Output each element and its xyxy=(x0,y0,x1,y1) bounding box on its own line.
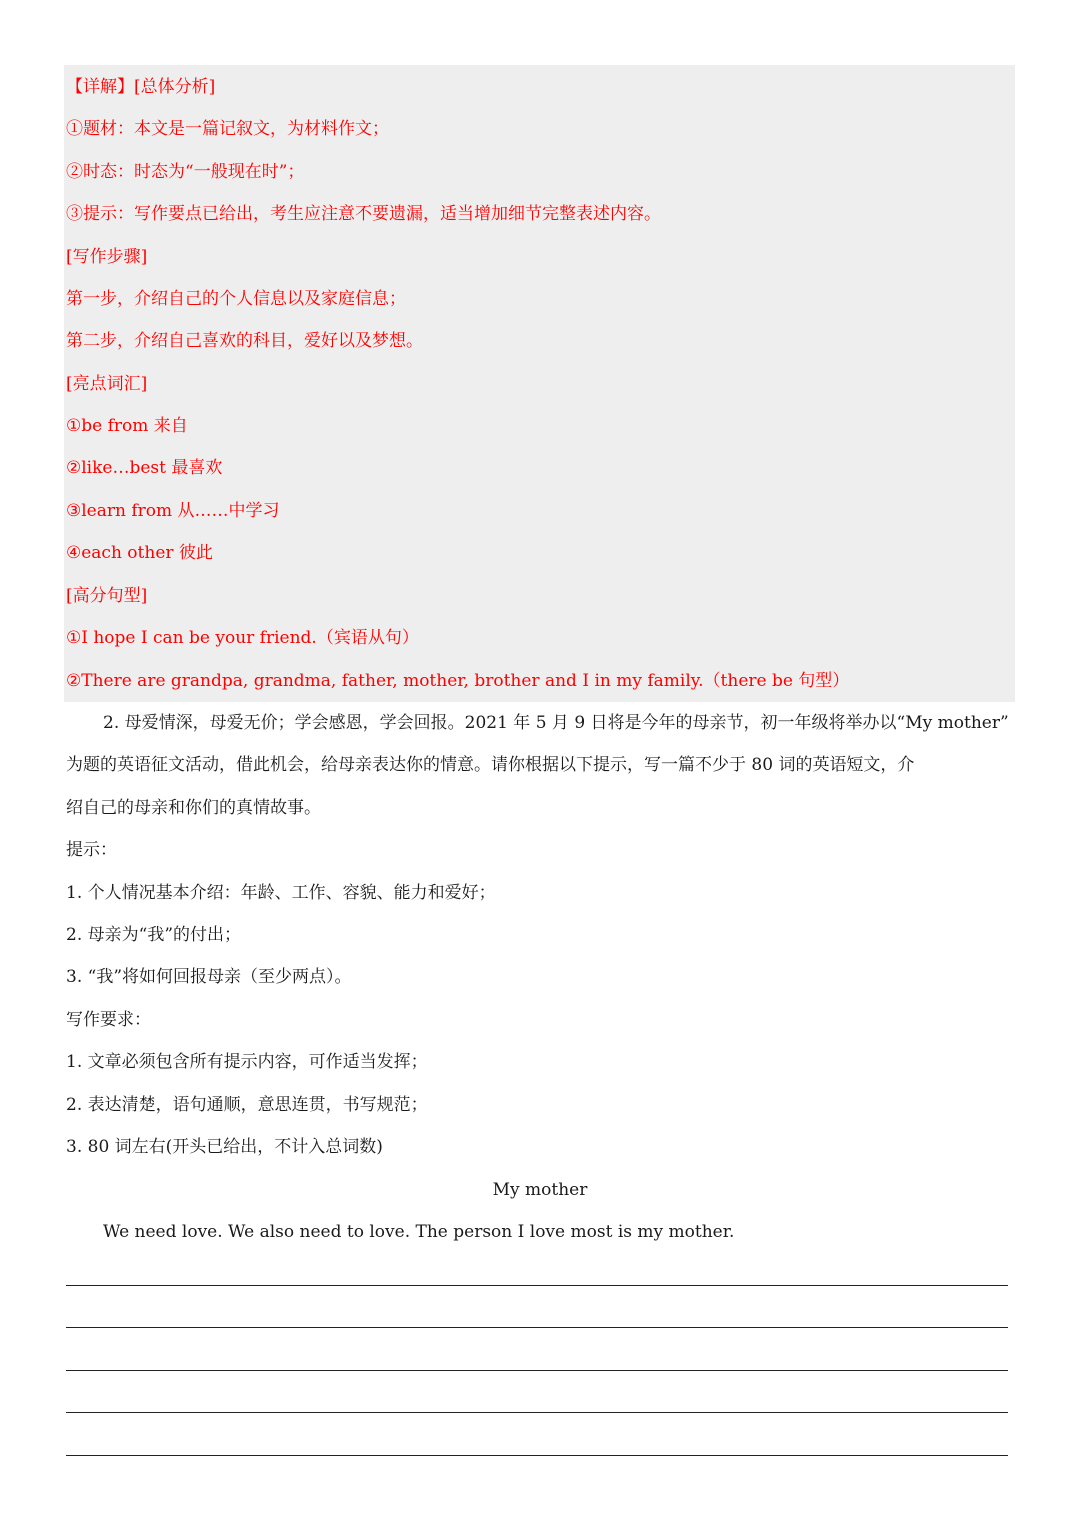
writing-step-1: 第一步，介绍自己的个人信息以及家庭信息； xyxy=(66,289,406,309)
vocabulary-item: ④each other 彼此 xyxy=(66,543,213,563)
analysis-heading: 【详解】[总体分析] xyxy=(66,77,216,97)
writing-step-2: 第二步，介绍自己喜欢的科目，爱好以及梦想。 xyxy=(66,331,423,351)
essay-title: My mother xyxy=(492,1180,588,1200)
hints-label: 提示： xyxy=(66,840,117,860)
writing-line[interactable] xyxy=(66,1327,1008,1328)
sentence-pattern-item: ②There are grandpa, grandma, father, mother, brother and I in my family.（there be 句型） xyxy=(66,671,850,691)
essay-opening: We need love. We also need to love. The person I love most is my mother. xyxy=(103,1222,735,1242)
sentence-pattern-item: ①I hope I can be your friend.（宾语从句） xyxy=(66,628,419,648)
requirement-item: 3. 80 词左右(开头已给出，不计入总词数) xyxy=(66,1137,383,1157)
requirements-label: 写作要求： xyxy=(66,1010,151,1030)
analysis-tense: ②时态：时态为“一般现在时”； xyxy=(66,162,305,182)
writing-steps-heading: [写作步骤] xyxy=(66,247,148,267)
writing-line[interactable] xyxy=(66,1285,1008,1286)
requirement-item: 1. 文章必须包含所有提示内容，可作适当发挥； xyxy=(66,1052,428,1072)
question-intro-line: 为题的英语征文活动，借此机会，给母亲表达你的情意。请你根据以下提示，写一篇不少于 80 词的英语短文，介 xyxy=(66,755,915,775)
vocabulary-item: ②like…best 最喜欢 xyxy=(66,458,223,478)
analysis-hint: ③提示：写作要点已给出，考生应注意不要遗漏，适当增加细节完整表述内容。 xyxy=(66,204,661,224)
vocabulary-item: ③learn from 从……中学习 xyxy=(66,501,280,521)
requirement-item: 2. 表达清楚，语句通顺，意思连贯，书写规范； xyxy=(66,1095,428,1115)
question-intro-line: 绍自己的母亲和你们的真情故事。 xyxy=(66,798,321,818)
writing-line[interactable] xyxy=(66,1455,1008,1456)
analysis-topic: ①题材：本文是一篇记叙文，为材料作文； xyxy=(66,119,389,139)
question-intro-line: 2. 母爱情深，母爱无价；学会感恩，学会回报。2021 年 5 月 9 日将是今年的母亲节，初一年级将举办以“My mother” xyxy=(103,713,1009,733)
hint-item: 3. “我”将如何回报母亲（至少两点）。 xyxy=(66,967,352,987)
vocabulary-heading: [亮点词汇] xyxy=(66,374,148,394)
writing-line[interactable] xyxy=(66,1412,1008,1413)
sentence-patterns-heading: [高分句型] xyxy=(66,586,148,606)
vocabulary-item: ①be from 来自 xyxy=(66,416,188,436)
hint-item: 2. 母亲为“我”的付出； xyxy=(66,925,242,945)
hint-item: 1. 个人情况基本介绍：年龄、工作、容貌、能力和爱好； xyxy=(66,883,496,903)
writing-line[interactable] xyxy=(66,1370,1008,1371)
